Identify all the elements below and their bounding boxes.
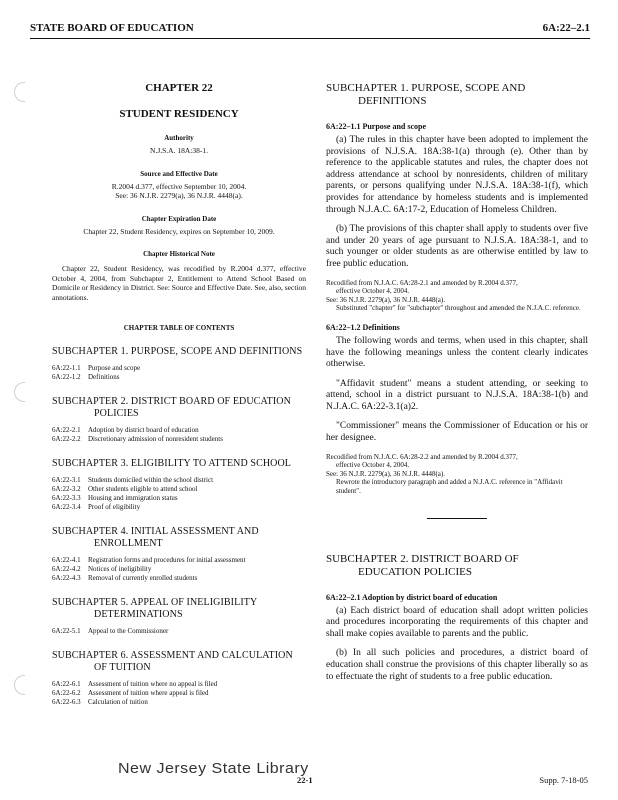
right-column — [326, 60, 588, 683]
heading-line: SUBCHAPTER 2. DISTRICT BOARD OF EDUCATION — [52, 396, 291, 407]
toc-entry — [52, 627, 306, 636]
section-2-1-heading: 6A:22–2.1 Adoption by district board of education — [326, 592, 498, 602]
toc-entry-title: Appeal to the Commissioner — [88, 627, 169, 635]
heading-line: DEFINITIONS — [358, 95, 427, 107]
toc-entry-number: 6A:22-1.1 — [52, 364, 81, 372]
paragraph: "Commissioner" means the Commissioner of Education or his or her designee. — [326, 421, 588, 444]
toc-entry — [52, 373, 306, 382]
toc-entry — [52, 574, 306, 583]
heading-line: SUBCHAPTER 3. ELIGIBILITY TO ATTEND SCHOOL — [52, 458, 292, 469]
paragraph: (a) Each district board of education shall adopt written policies and procedures incorporating the requirements of this chapter and shall make copies available to parents and the public. — [326, 605, 588, 639]
toc-subchapter-heading — [52, 458, 306, 470]
toc-entry-number: 6A:22-4.3 — [52, 574, 81, 582]
toc-section-list — [52, 426, 306, 444]
toc-entry-title: Other students eligible to attend school — [88, 485, 198, 493]
toc-entry-title: Removal of currently enrolled students — [88, 574, 198, 582]
heading-line: SUBCHAPTER 4. INITIAL ASSESSMENT AND — [52, 526, 259, 537]
toc-entry-title: Housing and immigration status — [88, 494, 178, 502]
toc-entry-title: Assessment of tuition where appeal is filed — [88, 689, 209, 697]
section-1-2-heading: 6A:22–1.2 Definitions — [326, 322, 400, 332]
heading-line: POLICIES — [94, 408, 139, 419]
source-line: Substituted "chapter" for "subchapter" throughout and amended the N.J.A.C. reference. — [336, 304, 581, 313]
source-line: R.2004 d.377, effective September 10, 2004. — [111, 181, 247, 191]
heading-line: EDUCATION POLICIES — [358, 565, 472, 578]
heading-line: SUBCHAPTER 6. ASSESSMENT AND CALCULATION — [52, 650, 293, 661]
toc-entry-number: 6A:22-2.2 — [52, 435, 81, 443]
toc-entry-number: 6A:22-4.2 — [52, 565, 81, 573]
toc-section-list — [52, 364, 306, 382]
toc-entry-number: 6A:22-6.2 — [52, 689, 81, 697]
heading-line: DETERMINATIONS — [94, 609, 183, 620]
source-line: Recodified from N.J.A.C. 6A:28-2.2 and amended by R.2004 d.377, — [326, 452, 518, 461]
toc-entry — [52, 476, 306, 485]
toc-section-list — [52, 476, 306, 512]
paragraph: (a) The rules in this chapter have been adopted to implement the provisions of N.J.S.A. 18A:38-1(a) through (e). Other than by reference to the applicable statutes and rules, the chapter does not address attendance at school by nonresidents, children of military parents, or persons qualifying under N.J.S.A. 18A:38-1(f), which provides for attendance by homeless students and is implemented through N.J.A.C. 6A:17-2, Education of Homeless Children. — [326, 135, 588, 215]
historical-note-heading: Chapter Historical Note — [143, 250, 215, 258]
heading-line: ENROLLMENT — [94, 538, 163, 549]
header-agency: STATE BOARD OF EDUCATION — [30, 22, 194, 34]
toc-entry-number: 6A:22-6.1 — [52, 680, 81, 688]
toc-entry — [52, 556, 306, 565]
section-divider — [427, 518, 487, 519]
toc-entry — [52, 364, 306, 373]
toc-entry-number: 6A:22-3.2 — [52, 485, 81, 493]
heading-line: OF TUITION — [94, 662, 151, 673]
source-line: Recodified from N.J.A.C. 6A:28-2.1 and amended by R.2004 d.377, — [326, 278, 518, 287]
toc-subchapter-heading — [52, 346, 306, 358]
toc-entry-number: 6A:22-6.3 — [52, 698, 81, 706]
toc-entry — [52, 565, 306, 574]
source-line: See: 36 N.J.R. 2279(a), 36 N.J.R. 4448(a). — [115, 191, 243, 200]
paragraph: "Affidavit student" means a student attending, or seeking to attend, school in a district pursuant to N.J.S.A. 18A:38-1(b) and N.J.A.C. 6A:22-3.1(a)2. — [326, 378, 588, 412]
supplement-date: Supp. 7-18-05 — [539, 775, 588, 785]
authority-heading: Authority — [164, 134, 194, 142]
toc-entry — [52, 426, 306, 435]
heading-line: SUBCHAPTER 5. APPEAL OF INELIGIBILITY — [52, 597, 258, 608]
chapter-number: CHAPTER 22 — [145, 82, 213, 94]
running-header — [30, 22, 590, 39]
header-section: 6A:22–2.1 — [542, 22, 590, 34]
toc-entry — [52, 698, 306, 707]
toc-entry-number: 6A:22-2.1 — [52, 426, 81, 434]
punch-hole-mark — [14, 675, 25, 695]
toc-entry-number: 6A:22-3.1 — [52, 476, 81, 484]
heading-line: SUBCHAPTER 2. DISTRICT BOARD OF — [326, 552, 519, 565]
library-stamp: New Jersey State Library — [118, 760, 309, 777]
expiration-heading: Chapter Expiration Date — [141, 214, 217, 223]
section-1-1-heading: 6A:22–1.1 Purpose and scope — [326, 122, 427, 131]
source-note — [326, 453, 588, 496]
toc-entry-title: Purpose and scope — [88, 364, 141, 372]
toc-entry-number: 6A:22-1.2 — [52, 373, 81, 381]
toc-entry-number: 6A:22-3.4 — [52, 503, 81, 511]
punch-hole-mark — [14, 382, 25, 402]
toc-entry-title: Assessment of tuition where no appeal is filed — [88, 680, 218, 688]
toc-entry-number: 6A:22-3.3 — [52, 494, 81, 502]
subchapter-1-heading — [326, 82, 588, 108]
toc-entry-title: Notices of ineligibility — [88, 565, 152, 573]
subchapter-2-heading — [326, 553, 588, 579]
toc-entry-title: Proof of eligibility — [88, 503, 141, 511]
source-line: effective October 4, 2004. — [336, 287, 410, 296]
toc-entry-title: Adoption by district board of education — [88, 426, 199, 434]
toc-section-list — [52, 680, 306, 707]
toc-entry — [52, 503, 306, 512]
heading-line: SUBCHAPTER 1. PURPOSE, SCOPE AND DEFINITIONS — [52, 346, 303, 357]
authority-text: N.J.S.A. 18A:38-1. — [150, 146, 208, 155]
toc-entry — [52, 485, 306, 494]
toc-entry-title: Registration forms and procedures for initial assessment — [88, 556, 246, 564]
paragraph: (b) The provisions of this chapter shall apply to students over five and under 20 years of age pursuant to N.J.S.A. 18A:38-1, and to such younger or older students as are otherwise entitled by law to free public education. — [326, 224, 588, 269]
toc-section-list — [52, 627, 306, 636]
heading-line: SUBCHAPTER 1. PURPOSE, SCOPE AND — [326, 82, 526, 94]
toc-subchapter-heading — [52, 526, 306, 550]
source-note — [326, 279, 588, 313]
toc-entry-title: Calculation of tuition — [88, 698, 148, 706]
toc-entry-title: Discretionary admission of nonresident students — [88, 435, 223, 443]
source-line: See: 36 N.J.R. 2279(a), 36 N.J.R. 4448(a). — [326, 469, 445, 478]
toc-entry-title: Students domiciled within the school district — [88, 476, 214, 484]
table-of-contents — [52, 346, 306, 707]
toc-entry-title: Definitions — [88, 373, 120, 381]
punch-hole-mark — [14, 82, 25, 102]
source-line: effective October 4, 2004. — [336, 461, 410, 470]
chapter-name: STUDENT RESIDENCY — [119, 108, 239, 120]
toc-entry — [52, 680, 306, 689]
toc-section-list — [52, 556, 306, 583]
source-text — [52, 182, 306, 201]
source-line: Rewrote the introductory paragraph and added a N.J.A.C. reference in "Affidavit student". — [336, 478, 563, 496]
paragraph: (b) In all such policies and procedures, a district board of education shall construe the provisions of this chapter liberally so as to effectuate the right of students to a free public education. — [326, 648, 588, 682]
toc-subchapter-heading — [52, 597, 306, 621]
toc-subchapter-heading — [52, 396, 306, 420]
page-number: 22-1 — [297, 775, 313, 785]
toc-entry — [52, 494, 306, 503]
toc-entry-number: 6A:22-5.1 — [52, 627, 81, 635]
toc-entry — [52, 435, 306, 444]
toc-subchapter-heading — [52, 650, 306, 674]
source-heading: Source and Effective Date — [140, 169, 218, 178]
expiration-text: Chapter 22, Student Residency, expires on September 10, 2009. — [83, 226, 275, 236]
paragraph: The following words and terms, when used in this chapter, shall have the following meanings unless the content clearly indicates otherwise. — [326, 335, 588, 370]
historical-note-text: Chapter 22, Student Residency, was recodified by R.2004 d.377, effective October 4, 2004, from Subchapter 2, Entitlement to Attend School Based on Domicile or Residency in District. See: Source and Effective Date. See, also, section annotations. — [52, 264, 306, 302]
toc-title: CHAPTER TABLE OF CONTENTS — [123, 324, 235, 332]
source-line: See: 36 N.J.R. 2279(a), 36 N.J.R. 4448(a). — [326, 295, 445, 304]
toc-entry — [52, 689, 306, 698]
toc-entry-number: 6A:22-4.1 — [52, 556, 81, 564]
left-column — [52, 60, 306, 707]
